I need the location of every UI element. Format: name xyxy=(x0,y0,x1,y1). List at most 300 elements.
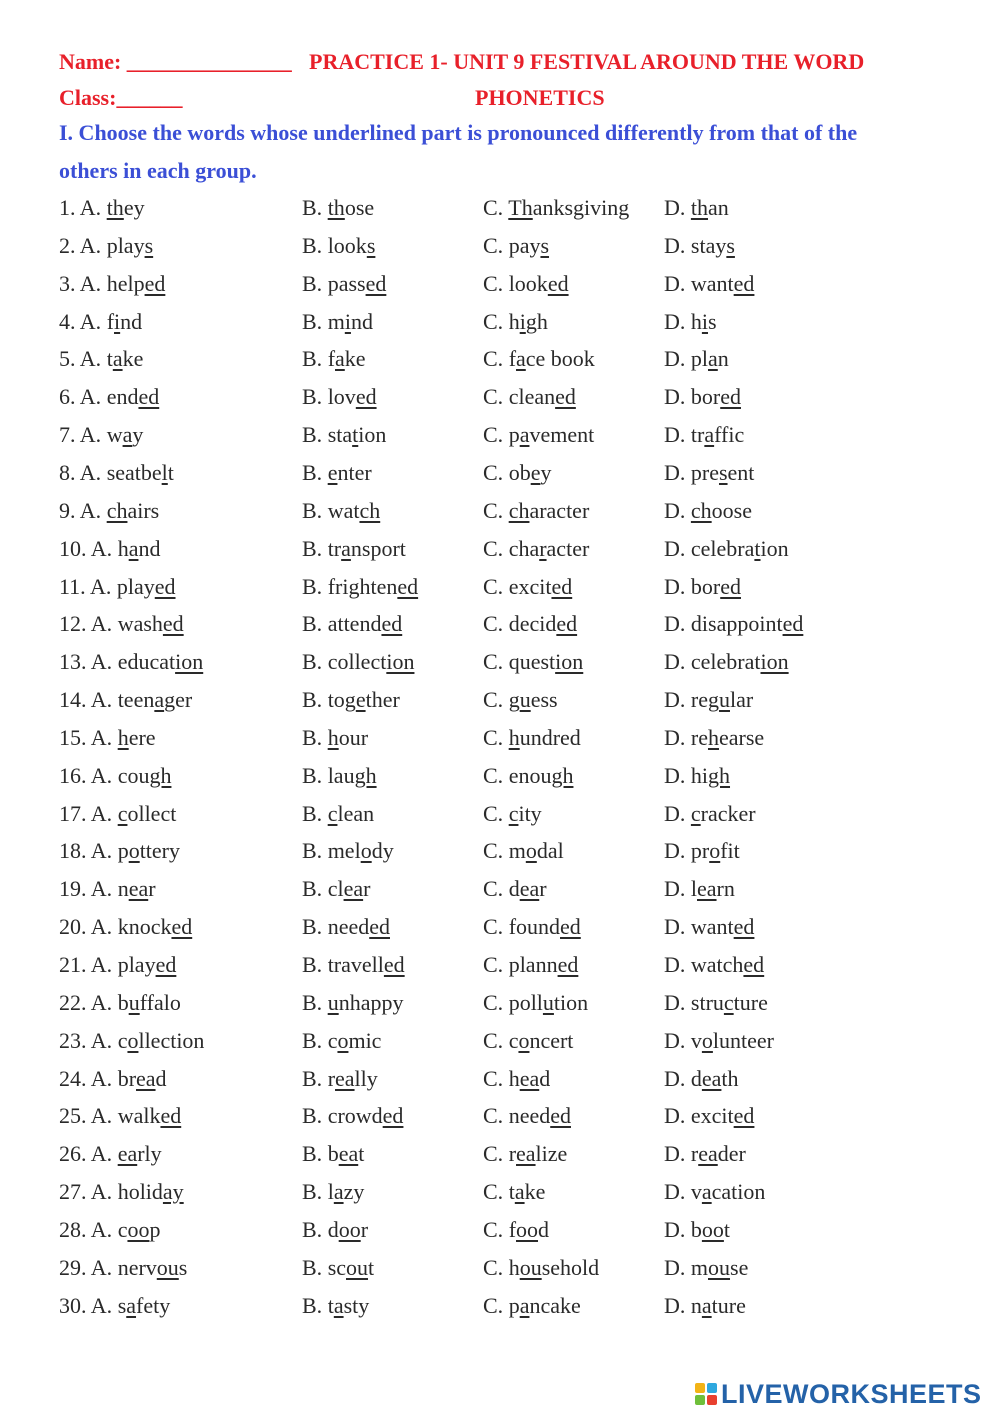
option-word: seatbelt xyxy=(106,459,174,485)
option-word: pottery xyxy=(117,838,181,864)
option-word: regular xyxy=(690,687,754,713)
option-prefix: C. xyxy=(483,459,509,485)
option-b[interactable] xyxy=(302,990,403,1016)
underlined-part: e xyxy=(530,459,541,485)
option-prefix: C. xyxy=(483,952,509,977)
option-d[interactable] xyxy=(664,1066,739,1092)
option-d[interactable] xyxy=(664,1179,765,1205)
option-word: learn xyxy=(690,876,735,902)
option-word: disappointed xyxy=(690,611,804,637)
option-prefix: B. xyxy=(302,649,328,675)
option-word: walked xyxy=(117,1103,182,1129)
option-prefix: C. xyxy=(483,914,509,940)
option-word: enough xyxy=(508,762,574,788)
option-word: his xyxy=(690,308,717,334)
option-a[interactable] xyxy=(59,990,181,1016)
option-c[interactable] xyxy=(483,233,549,259)
underlined-part: c xyxy=(723,989,734,1015)
underlined-part: u xyxy=(718,687,730,713)
question-row xyxy=(0,1028,1000,1064)
option-prefix: 28. A. xyxy=(59,1216,118,1242)
page-title: PRACTICE 1- UNIT 9 FESTIVAL AROUND THE WORD xyxy=(309,49,865,74)
option-d[interactable] xyxy=(664,422,744,448)
option-c[interactable] xyxy=(483,1103,571,1129)
option-c[interactable] xyxy=(483,611,577,637)
underlined-part: h xyxy=(327,724,339,750)
option-word: wanted xyxy=(690,270,755,296)
option-b[interactable] xyxy=(302,1028,381,1054)
option-word: head xyxy=(508,1065,551,1091)
option-b[interactable] xyxy=(302,1293,369,1319)
option-prefix: C. xyxy=(483,1065,509,1091)
option-word: guess xyxy=(508,687,558,713)
option-c[interactable] xyxy=(483,460,551,486)
underlined-part: o xyxy=(337,1027,349,1053)
option-word: clear xyxy=(327,876,371,902)
option-word: loved xyxy=(327,384,377,410)
option-d[interactable] xyxy=(664,763,730,789)
option-prefix: D. xyxy=(664,800,691,826)
option-prefix: C. xyxy=(483,384,509,410)
option-prefix: C. xyxy=(483,535,509,561)
option-word: melody xyxy=(327,838,394,864)
option-word: collect xyxy=(117,800,177,826)
underlined-part: ed xyxy=(550,1103,571,1129)
option-c[interactable] xyxy=(483,271,569,297)
option-prefix: D. xyxy=(664,270,691,296)
option-c[interactable] xyxy=(483,498,589,524)
option-d[interactable] xyxy=(664,233,735,259)
option-c[interactable] xyxy=(483,1066,550,1092)
option-word: door xyxy=(327,1216,369,1242)
option-prefix: 13. A. xyxy=(59,649,118,675)
option-c[interactable] xyxy=(483,384,576,410)
option-word: way xyxy=(106,422,144,448)
underlined-part: ea xyxy=(519,1065,540,1091)
option-word: lazy xyxy=(327,1179,365,1205)
option-c[interactable] xyxy=(483,914,581,940)
option-d[interactable] xyxy=(664,1293,746,1319)
option-a[interactable] xyxy=(59,233,153,259)
underlined-part: ed xyxy=(556,611,578,637)
option-word: coop xyxy=(117,1216,161,1242)
option-a[interactable] xyxy=(59,1293,170,1319)
option-prefix: B. xyxy=(302,535,328,561)
instruction-line-1: I. Choose the words whose underlined part is pronounced differently from that of the xyxy=(59,120,858,145)
option-prefix: C. xyxy=(483,838,509,864)
option-d[interactable] xyxy=(664,195,729,221)
option-d[interactable] xyxy=(664,574,741,600)
underlined-part: ou xyxy=(519,1254,542,1280)
question-row xyxy=(0,498,1000,534)
option-b[interactable] xyxy=(302,460,372,486)
option-prefix: C. xyxy=(483,573,509,599)
option-b[interactable] xyxy=(302,195,374,221)
option-prefix: 20. A. xyxy=(59,914,118,940)
option-prefix: 16. A. xyxy=(59,762,118,788)
option-c[interactable] xyxy=(483,649,583,675)
option-c[interactable] xyxy=(483,195,629,221)
option-prefix: 2. A. xyxy=(59,232,107,258)
question-row xyxy=(0,1066,1000,1102)
option-prefix: 11. A. xyxy=(59,573,117,599)
option-d[interactable] xyxy=(664,649,789,675)
underlined-part: h xyxy=(508,724,520,750)
option-c[interactable] xyxy=(483,1255,599,1281)
option-c[interactable] xyxy=(483,1179,545,1205)
question-row xyxy=(0,536,1000,572)
name-label[interactable]: Name: _______________ xyxy=(59,49,292,74)
option-c[interactable] xyxy=(483,574,572,600)
option-b[interactable] xyxy=(302,309,373,335)
option-d[interactable] xyxy=(664,346,729,372)
option-prefix: C. xyxy=(483,1141,509,1167)
option-b[interactable] xyxy=(302,1179,364,1205)
underlined-part: a xyxy=(122,422,133,448)
option-word: travelled xyxy=(327,952,405,977)
option-b[interactable] xyxy=(302,801,374,827)
underlined-part: ed xyxy=(369,914,390,940)
option-b[interactable] xyxy=(302,1141,364,1167)
option-c[interactable] xyxy=(483,687,558,713)
option-a[interactable] xyxy=(59,914,192,940)
option-word: death xyxy=(690,1065,739,1091)
underlined-part: c xyxy=(327,800,338,826)
question-row xyxy=(0,1141,1000,1177)
underlined-part: o xyxy=(360,838,372,864)
option-a[interactable] xyxy=(59,1103,181,1129)
question-row xyxy=(0,687,1000,723)
underlined-part: ea xyxy=(697,876,717,902)
option-word: buffalo xyxy=(117,989,181,1015)
option-word: pollution xyxy=(508,989,589,1015)
option-prefix: B. xyxy=(302,989,328,1015)
option-word: cracker xyxy=(690,800,756,826)
option-a[interactable] xyxy=(59,1179,184,1205)
option-c[interactable] xyxy=(483,725,581,751)
underlined-part: c xyxy=(117,800,128,826)
option-prefix: D. xyxy=(664,308,691,334)
option-a[interactable] xyxy=(59,649,203,675)
option-d[interactable] xyxy=(664,914,754,940)
underlined-part: u xyxy=(327,989,339,1015)
option-a[interactable] xyxy=(59,1066,167,1092)
question-row xyxy=(0,611,1000,647)
underlined-part: a xyxy=(519,1292,530,1318)
question-row xyxy=(0,952,1000,988)
underlined-part: ea xyxy=(128,876,149,902)
option-c[interactable] xyxy=(483,422,594,448)
underlined-part: u xyxy=(542,989,554,1015)
option-b[interactable] xyxy=(302,725,368,751)
option-word: founded xyxy=(508,914,581,940)
option-c[interactable] xyxy=(483,952,578,978)
option-word: attended xyxy=(327,611,403,637)
option-word: vacation xyxy=(690,1179,766,1205)
option-prefix: C. xyxy=(483,1292,509,1318)
option-a[interactable] xyxy=(59,384,159,410)
underlined-part: ea xyxy=(701,1065,722,1091)
option-a[interactable] xyxy=(59,346,143,372)
option-a[interactable] xyxy=(59,422,143,448)
option-word: unhappy xyxy=(327,989,404,1015)
option-prefix: B. xyxy=(302,384,328,410)
option-a[interactable] xyxy=(59,952,176,978)
option-d[interactable] xyxy=(664,687,753,713)
option-d[interactable] xyxy=(664,384,741,410)
option-word: scout xyxy=(327,1254,375,1280)
option-b[interactable] xyxy=(302,574,418,600)
option-word: needed xyxy=(327,914,390,940)
question-row xyxy=(0,1217,1000,1253)
underlined-part: ed xyxy=(782,611,804,637)
option-prefix: 29. A. xyxy=(59,1254,118,1280)
underlined-part: ed xyxy=(547,270,569,296)
underlined-part: oo xyxy=(516,1216,539,1242)
question-row xyxy=(0,1179,1000,1215)
option-a[interactable] xyxy=(59,763,171,789)
option-prefix: 30. A. xyxy=(59,1292,118,1318)
underlined-part: a xyxy=(704,422,715,448)
option-b[interactable] xyxy=(302,611,402,637)
underlined-part: ion xyxy=(760,649,789,675)
underlined-part: ed xyxy=(551,573,573,599)
option-prefix: B. xyxy=(302,762,328,788)
option-d[interactable] xyxy=(664,460,754,486)
option-word: together xyxy=(327,687,400,713)
underlined-part: ed xyxy=(733,914,755,940)
option-prefix: B. xyxy=(302,308,328,334)
question-row xyxy=(0,271,1000,307)
option-a[interactable] xyxy=(59,195,145,221)
underlined-part: ch xyxy=(359,497,381,523)
option-c[interactable] xyxy=(483,536,589,562)
question-row xyxy=(0,195,1000,231)
question-row xyxy=(0,649,1000,685)
option-prefix: D. xyxy=(664,1103,691,1129)
option-d[interactable] xyxy=(664,725,764,751)
option-b[interactable] xyxy=(302,536,406,562)
question-row xyxy=(0,1293,1000,1329)
option-c[interactable] xyxy=(483,990,588,1016)
underlined-part: ion xyxy=(555,649,584,675)
underlined-part: i xyxy=(519,308,526,334)
option-b[interactable] xyxy=(302,876,370,902)
option-a[interactable] xyxy=(59,574,176,600)
option-prefix: 12. A. xyxy=(59,611,118,637)
option-c[interactable] xyxy=(483,763,573,789)
option-prefix: 5. A. xyxy=(59,346,107,372)
underlined-part: ed xyxy=(383,952,405,977)
underlined-part: a xyxy=(341,535,351,561)
option-word: celebration xyxy=(690,535,789,561)
underlined-part: oo xyxy=(701,1216,724,1242)
option-b[interactable] xyxy=(302,649,414,675)
option-d[interactable] xyxy=(664,498,752,524)
option-prefix: C. xyxy=(483,762,509,788)
option-word: celebration xyxy=(690,649,789,675)
option-prefix: C. xyxy=(483,497,509,523)
option-prefix: C. xyxy=(483,270,509,296)
underlined-part: th xyxy=(327,195,345,220)
option-d[interactable] xyxy=(664,1103,754,1129)
option-word: collection xyxy=(327,649,415,675)
option-prefix: D. xyxy=(664,384,691,410)
option-d[interactable] xyxy=(664,1141,746,1167)
option-word: needed xyxy=(508,1103,571,1129)
option-b[interactable] xyxy=(302,1066,378,1092)
option-prefix: B. xyxy=(302,800,328,826)
option-word: excited xyxy=(508,573,573,599)
option-b[interactable] xyxy=(302,271,386,297)
option-word: modal xyxy=(508,838,564,864)
option-a[interactable] xyxy=(59,309,142,335)
question-row xyxy=(0,838,1000,874)
underlined-part: ed xyxy=(743,952,765,977)
option-word: mind xyxy=(327,308,373,334)
option-word: ended xyxy=(106,384,160,410)
option-b[interactable] xyxy=(302,422,386,448)
question-row xyxy=(0,990,1000,1026)
question-row xyxy=(0,460,1000,496)
option-word: face book xyxy=(508,346,595,372)
option-a[interactable] xyxy=(59,1141,162,1167)
option-word: comic xyxy=(327,1027,382,1053)
option-d[interactable] xyxy=(664,309,717,335)
instruction-line-2: others in each group. xyxy=(59,158,257,183)
option-b[interactable] xyxy=(302,914,390,940)
option-prefix: B. xyxy=(302,497,328,523)
option-word: education xyxy=(117,649,204,675)
underlined-part: ed xyxy=(733,270,755,296)
option-c[interactable] xyxy=(483,801,542,827)
option-c[interactable] xyxy=(483,838,564,864)
option-a[interactable] xyxy=(59,838,180,864)
question-row xyxy=(0,801,1000,837)
option-a[interactable] xyxy=(59,611,184,637)
underlined-part: ou xyxy=(346,1254,369,1280)
option-c[interactable] xyxy=(483,876,547,902)
option-word: nature xyxy=(690,1292,746,1318)
underlined-part: t xyxy=(352,422,359,448)
option-word: those xyxy=(327,195,375,220)
option-a[interactable] xyxy=(59,876,156,902)
option-word: than xyxy=(690,195,729,220)
option-d[interactable] xyxy=(664,1217,730,1243)
option-b[interactable] xyxy=(302,838,394,864)
option-prefix: B. xyxy=(302,573,328,599)
option-c[interactable] xyxy=(483,1141,567,1167)
option-prefix: 24. A. xyxy=(59,1065,118,1091)
underlined-part: ed xyxy=(162,611,184,637)
option-word: decided xyxy=(508,611,578,637)
option-d[interactable] xyxy=(664,271,754,297)
option-word: hour xyxy=(327,724,369,750)
option-word: looked xyxy=(508,270,569,296)
option-c[interactable] xyxy=(483,346,595,372)
option-d[interactable] xyxy=(664,876,735,902)
underlined-part: ea xyxy=(136,1065,156,1091)
option-a[interactable] xyxy=(59,1217,160,1243)
option-word: traffic xyxy=(690,422,745,448)
option-d[interactable] xyxy=(664,990,768,1016)
option-b[interactable] xyxy=(302,687,400,713)
option-b[interactable] xyxy=(302,498,380,524)
underlined-part: s xyxy=(718,459,728,485)
option-prefix: C. xyxy=(483,232,509,258)
underlined-part: i xyxy=(114,308,121,334)
underlined-part: ed xyxy=(397,573,419,599)
option-b[interactable] xyxy=(302,763,377,789)
option-b[interactable] xyxy=(302,233,375,259)
option-d[interactable] xyxy=(664,1028,774,1054)
option-word: stays xyxy=(690,232,735,258)
option-a[interactable] xyxy=(59,536,160,562)
option-b[interactable] xyxy=(302,1103,403,1129)
option-word: high xyxy=(690,762,731,788)
option-d[interactable] xyxy=(664,1255,748,1281)
option-a[interactable] xyxy=(59,801,176,827)
option-a[interactable] xyxy=(59,725,156,751)
option-word: enter xyxy=(327,459,372,485)
option-d[interactable] xyxy=(664,536,789,562)
option-d[interactable] xyxy=(664,801,756,827)
option-b[interactable] xyxy=(302,384,377,410)
option-prefix: 7. A. xyxy=(59,422,107,448)
option-c[interactable] xyxy=(483,309,548,335)
option-prefix: C. xyxy=(483,346,509,372)
option-prefix: B. xyxy=(302,195,328,220)
underlined-part: s xyxy=(144,232,154,258)
option-c[interactable] xyxy=(483,1293,581,1319)
option-c[interactable] xyxy=(483,1028,573,1054)
option-b[interactable] xyxy=(302,346,366,372)
option-word: household xyxy=(508,1254,600,1280)
option-prefix: D. xyxy=(664,989,691,1015)
option-d[interactable] xyxy=(664,952,764,978)
option-a[interactable] xyxy=(59,687,192,713)
underlined-part: o xyxy=(127,1027,139,1053)
option-a[interactable] xyxy=(59,460,174,486)
underlined-part: ou xyxy=(156,1254,179,1280)
underlined-part: a xyxy=(126,1292,137,1318)
option-word: played xyxy=(117,952,177,977)
option-a[interactable] xyxy=(59,271,165,297)
option-word: find xyxy=(106,308,143,334)
underlined-part: ed xyxy=(555,384,576,410)
option-prefix: B. xyxy=(302,1065,328,1091)
option-b[interactable] xyxy=(302,952,405,978)
option-prefix: B. xyxy=(302,1027,328,1053)
option-b[interactable] xyxy=(302,1255,374,1281)
option-c[interactable] xyxy=(483,1217,549,1243)
option-a[interactable] xyxy=(59,1028,204,1054)
option-b[interactable] xyxy=(302,1217,368,1243)
option-d[interactable] xyxy=(664,611,803,637)
underlined-part: i xyxy=(701,308,709,334)
class-label[interactable]: Class:______ xyxy=(59,85,183,110)
option-word: holiday xyxy=(117,1179,184,1205)
underlined-part: t xyxy=(754,535,761,561)
option-d[interactable] xyxy=(664,838,740,864)
underlined-part: ed xyxy=(557,952,579,977)
option-a[interactable] xyxy=(59,498,159,524)
underlined-part: ed xyxy=(355,384,377,410)
option-a[interactable] xyxy=(59,1255,187,1281)
option-prefix: B. xyxy=(302,1141,328,1167)
option-prefix: C. xyxy=(483,422,509,448)
underlined-part: ed xyxy=(720,384,741,410)
